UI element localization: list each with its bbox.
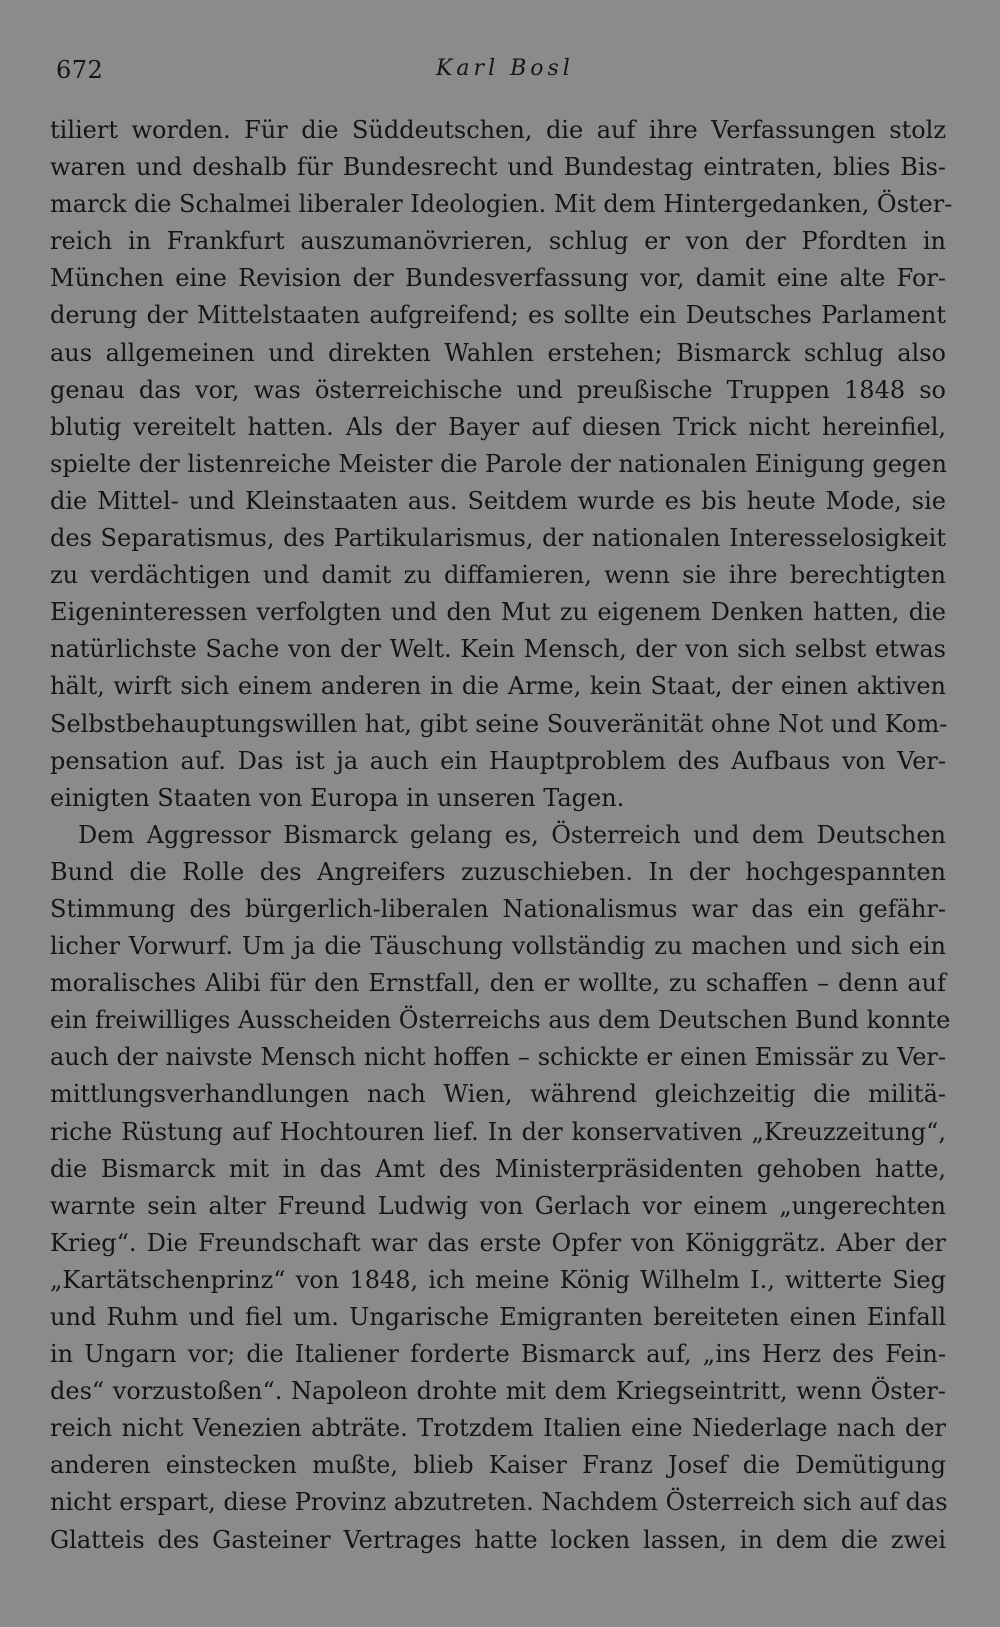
text-line: und Ruhm und fiel um. Ungarische Emigranten bereiteten einen Einfall xyxy=(50,1303,946,1331)
page-header xyxy=(56,52,940,92)
text-line: Stimmung des bürgerlich-liberalen Nationalismus war das ein gefähr- xyxy=(50,894,946,923)
text-line: marck die Schalmei liberaler Ideologien. Mit dem Hintergedanken, Öster- xyxy=(50,190,953,219)
text-line: derung der Mittelstaaten aufgreifend; es sollte ein Deutsches Parlament xyxy=(50,301,946,330)
text-line: reich nicht Venezien abträte. Trotzdem Italien eine Niederlage nach der xyxy=(50,1414,946,1443)
text-line: anderen einstecken mußte, blieb Kaiser Franz Josef die Demütigung xyxy=(50,1451,946,1480)
text-line: in Ungarn vor; die Italiener forderte Bismarck auf, „ins Herz des Fein- xyxy=(50,1340,946,1369)
text-line: tiliert worden. Für die Süddeutschen, die auf ihre Verfassungen stolz xyxy=(50,116,946,144)
text-line: Bund die Rolle des Angreifers zuzuschieben. In der hochgespannten xyxy=(50,857,946,886)
text-line: die Mittel- und Kleinstaaten aus. Seitdem wurde es bis heute Mode, sie xyxy=(50,486,946,515)
text-line: Glatteis des Gasteiner Vertrages hatte locken lassen, in dem die zwei xyxy=(50,1525,946,1554)
text-line: des“ vorzustoßen“. Napoleon drohte mit dem Kriegseintritt, wenn Öster- xyxy=(50,1377,946,1406)
text-line: blutig vereitelt hatten. Als der Bayer auf diesen Trick nicht hereinfiel, xyxy=(50,412,946,441)
running-head-author: Karl Bosl xyxy=(436,56,574,81)
text-line: licher Vorwurf. Um ja die Täuschung vollständig zu machen und sich ein xyxy=(50,932,946,961)
text-line: riche Rüstung auf Hochtouren lief. In der konservativen „Kreuzzeitung“, xyxy=(50,1117,946,1146)
text-line: Krieg“. Die Freundschaft war das erste Opfer von Königgrätz. Aber der xyxy=(50,1228,946,1257)
text-line: zu verdächtigen und damit zu diffamieren, wenn sie ihre berechtigten xyxy=(50,561,946,590)
text-line: einigten Staaten von Europa in unseren Tagen. xyxy=(50,783,625,812)
text-line: reich in Frankfurt auszumanövrieren, schlug er von der Pfordten in xyxy=(50,227,946,256)
page-number: 672 xyxy=(56,56,104,84)
text-line: Eigeninteressen verfolgten und den Mut zu eigenem Denken hatten, die xyxy=(50,598,946,627)
text-line: München eine Revision der Bundesverfassung vor, damit eine alte For- xyxy=(50,264,946,293)
text-line: genau das vor, was österreichische und preußische Truppen 1848 so xyxy=(50,375,946,404)
body-text xyxy=(50,112,953,1559)
text-line: aus allgemeinen und direkten Wahlen erstehen; Bismarck schlug also xyxy=(50,338,946,367)
text-line: ein freiwilliges Ausscheiden Österreichs aus dem Deutschen Bund konnte xyxy=(50,1006,951,1035)
text-line: pensation auf. Das ist ja auch ein Hauptproblem des Aufbaus von Ver- xyxy=(50,746,946,775)
text-line: die Bismarck mit in das Amt des Ministerpräsidenten gehoben hatte, xyxy=(50,1154,946,1183)
paragraph xyxy=(50,112,953,817)
text-line: „Kartätschenprinz“ von 1848, ich meine König Wilhelm I., witterte Sieg xyxy=(50,1265,946,1294)
text-line: Selbstbehauptungswillen hat, gibt seine Souveränität ohne Not und Kom- xyxy=(50,709,948,738)
text-line: warnte sein alter Freund Ludwig von Gerlach vor einem „ungerechten xyxy=(50,1191,946,1220)
paragraph xyxy=(50,817,951,1559)
text-line: des Separatismus, des Partikularismus, der nationalen Interesselosigkeit xyxy=(50,524,946,553)
text-line: hält, wirft sich einem anderen in die Arme, kein Staat, der einen aktiven xyxy=(50,672,946,701)
text-line: nicht erspart, diese Provinz abzutreten. Nachdem Österreich sich auf das xyxy=(50,1488,948,1517)
text-line: auch der naivste Mensch nicht hoffen – schickte er einen Emissär zu Ver- xyxy=(50,1043,946,1072)
text-line: spielte der listenreiche Meister die Parole der nationalen Einigung gegen xyxy=(50,449,947,478)
text-line: natürlichste Sache von der Welt. Kein Mensch, der von sich selbst etwas xyxy=(50,635,946,664)
text-line: Dem Aggressor Bismarck gelang es, Österreich und dem Deutschen xyxy=(78,820,946,849)
text-line: moralisches Alibi für den Ernstfall, den er wollte, zu schaffen – denn auf xyxy=(50,969,946,998)
text-line: waren und deshalb für Bundesrecht und Bundestag eintraten, blies Bis- xyxy=(50,153,946,182)
text-line: mittlungsverhandlungen nach Wien, während gleichzeitig die militä- xyxy=(50,1080,946,1109)
